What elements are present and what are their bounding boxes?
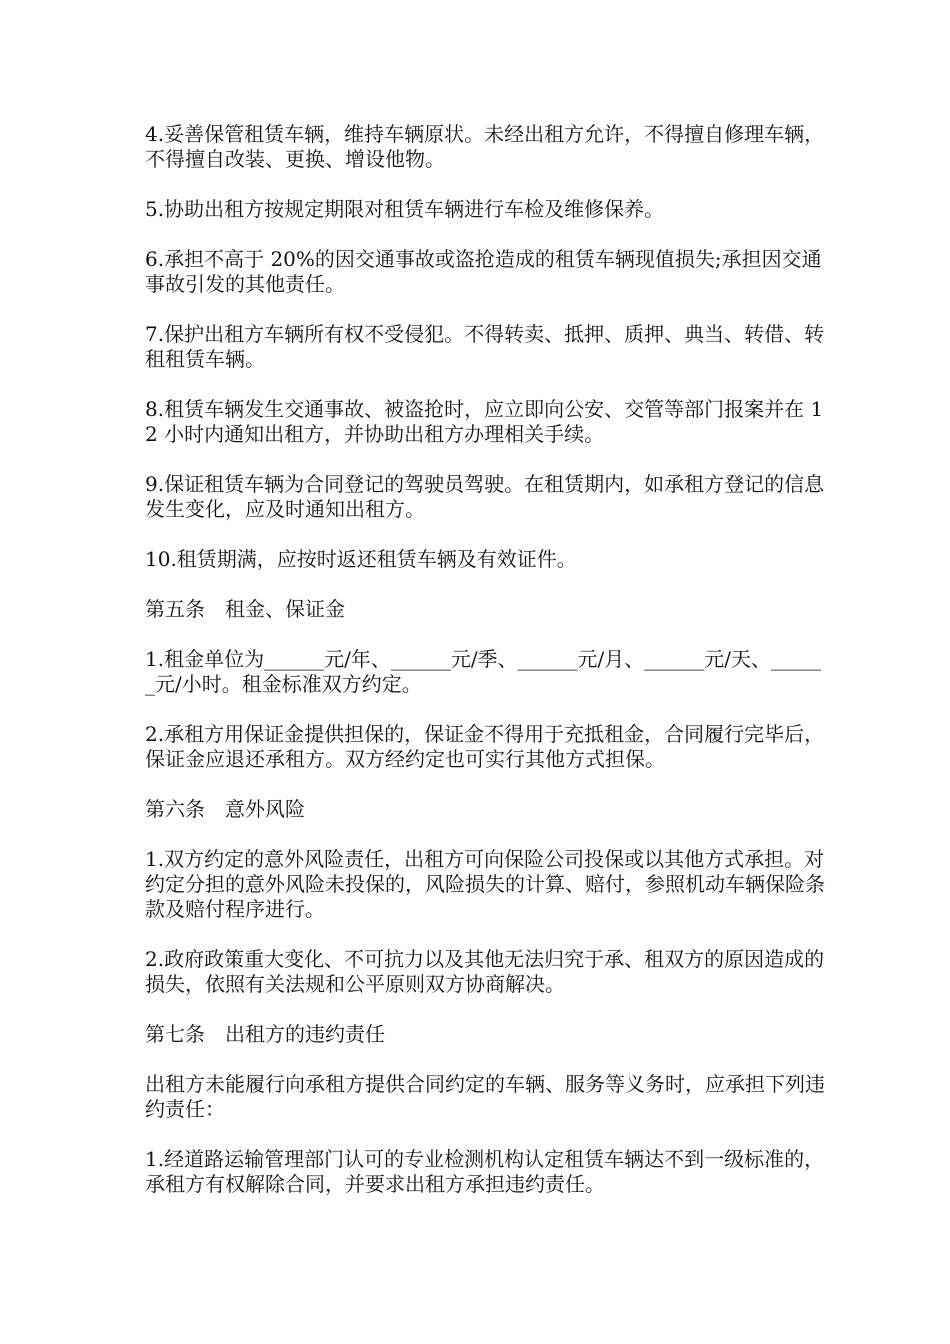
clause-7-ownership-protection: 7.保护出租方车辆所有权不受侵犯。不得转卖、抵押、质押、典当、转借、转租租赁车辆。	[145, 322, 825, 371]
document-body	[145, 122, 825, 1222]
clause-6-loss-liability: 6.承担不高于 20%的因交通事故或盗抢造成的租赁车辆现值损失;承担因交通事故引发的其他责任。	[145, 247, 822, 296]
article-6-clause-1-insurance: 1.双方约定的意外风险责任，出租方可向保险公司投保或以其他方式承担。对约定分担的意外风险未投保的，风险损失的计算、赔付，参照机动车辆保险条款及赔付程序进行。	[145, 847, 825, 921]
clause-9-registered-driver: 9.保证租赁车辆为合同登记的驾驶员驾驶。在租赁期内，如承租方登记的信息发生变化，应及时通知出租方。	[145, 472, 825, 521]
clause-10-return-vehicle: 10.租赁期满，应按时返还租赁车辆及有效证件。	[145, 547, 577, 571]
article-7-heading: 第七条 出租方的违约责任	[145, 1022, 385, 1046]
article-7-clause-1-inspection-standard: 1.经道路运输管理部门认可的专业检测机构认定租赁车辆达不到一级标准的，承租方有权解除合同，并要求出租方承担违约责任。	[145, 1147, 825, 1196]
clause-5-inspection-maintenance: 5.协助出租方按规定期限对租赁车辆进行车检及维修保养。	[145, 197, 665, 221]
clause-8-accident-report: 8.租赁车辆发生交通事故、被盗抢时，应立即向公安、交管等部门报案并在 12 小时内通知出租方，并协助出租方办理相关手续。	[145, 397, 824, 446]
clause-4-care-of-vehicle: 4.妥善保管租赁车辆，维持车辆原状。未经出租方允许，不得擅自修理车辆，不得擅自改装、更换、增设他物。	[145, 122, 825, 171]
article-5-clause-2-deposit: 2.承租方用保证金提供担保的，保证金不得用于充抵租金，合同履行完毕后，保证金应退还承租方。双方经约定也可实行其他方式担保。	[145, 722, 825, 771]
article-6-heading: 第六条 意外风险	[145, 797, 305, 821]
article-7-intro: 出租方未能履行向承租方提供合同约定的车辆、服务等义务时，应承担下列违约责任：	[145, 1072, 825, 1121]
article-5-heading: 第五条 租金、保证金	[145, 597, 345, 621]
article-6-clause-2-force-majeure: 2.政府政策重大变化、不可抗力以及其他无法归究于承、租双方的原因造成的损失，依照有关法规和公平原则双方协商解决。	[145, 947, 825, 996]
article-5-clause-1-rent-units: 1.租金单位为______元/年、______元/季、______元/月、______元/天、______元/小时。租金标准双方约定。	[145, 647, 822, 696]
